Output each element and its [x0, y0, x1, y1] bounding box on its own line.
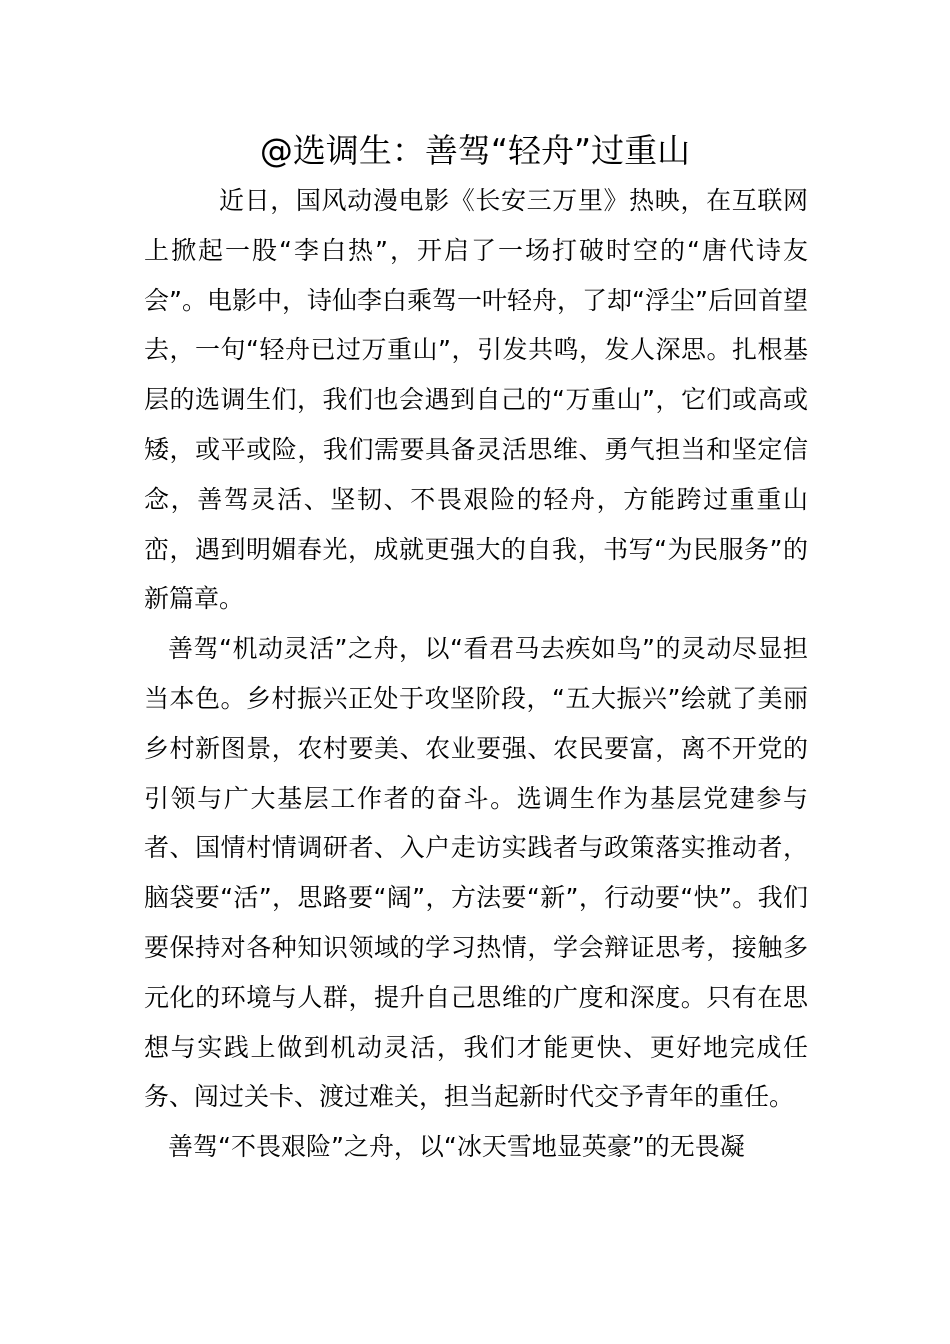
document-body: [144, 176, 808, 1172]
paragraph-1: 近日，国风动漫电影《长安三万里》热映，在互联网上掀起一股“李白热”，开启了一场打破时空的“唐代诗友会”。电影中，诗仙李白乘驾一叶轻舟，了却“浮尘”后回首望去，一句“轻舟已过万重山”，引发共鸣，发人深思。扎根基层的选调生们，我们也会遇到自己的“万重山”，它们或高或矮，或平或险，我们需要具备灵活思维、勇气担当和坚定信念，善驾灵活、坚韧、不畏艰险的轻舟，方能跨过重重山峦，遇到明媚春光，成就更强大的自我，书写“为民服务”的新篇章。: [144, 186, 808, 614]
paragraph-2: 善驾“机动灵活”之舟，以“看君马去疾如鸟”的灵动尽显担当本色。乡村振兴正处于攻坚阶段，“五大振兴”绘就了美丽乡村新图景，农村要美、农业要强、农民要富，离不开党的引领与广大基层工作者的奋斗。选调生作为基层党建参与者、国情村情调研者、入户走访实践者与政策落实推动者，脑袋要“活”，思路要“阔”，方法要“新”，行动要“快”。我们要保持对各种知识领域的学习热情，学会辩证思考，接触多元化的环境与人群，提升自己思维的广度和深度。只有在思想与实践上做到机动灵活，我们才能更快、更好地完成任务、闯过关卡、渡过难关，担当起新时代交予青年的重任。: [144, 634, 808, 1112]
paragraph-3: 善驾“不畏艰险”之舟，以“冰天雪地显英豪”的无畏凝: [168, 1132, 745, 1162]
document-title: @选调生：善驾“轻舟”过重山: [259, 131, 691, 170]
